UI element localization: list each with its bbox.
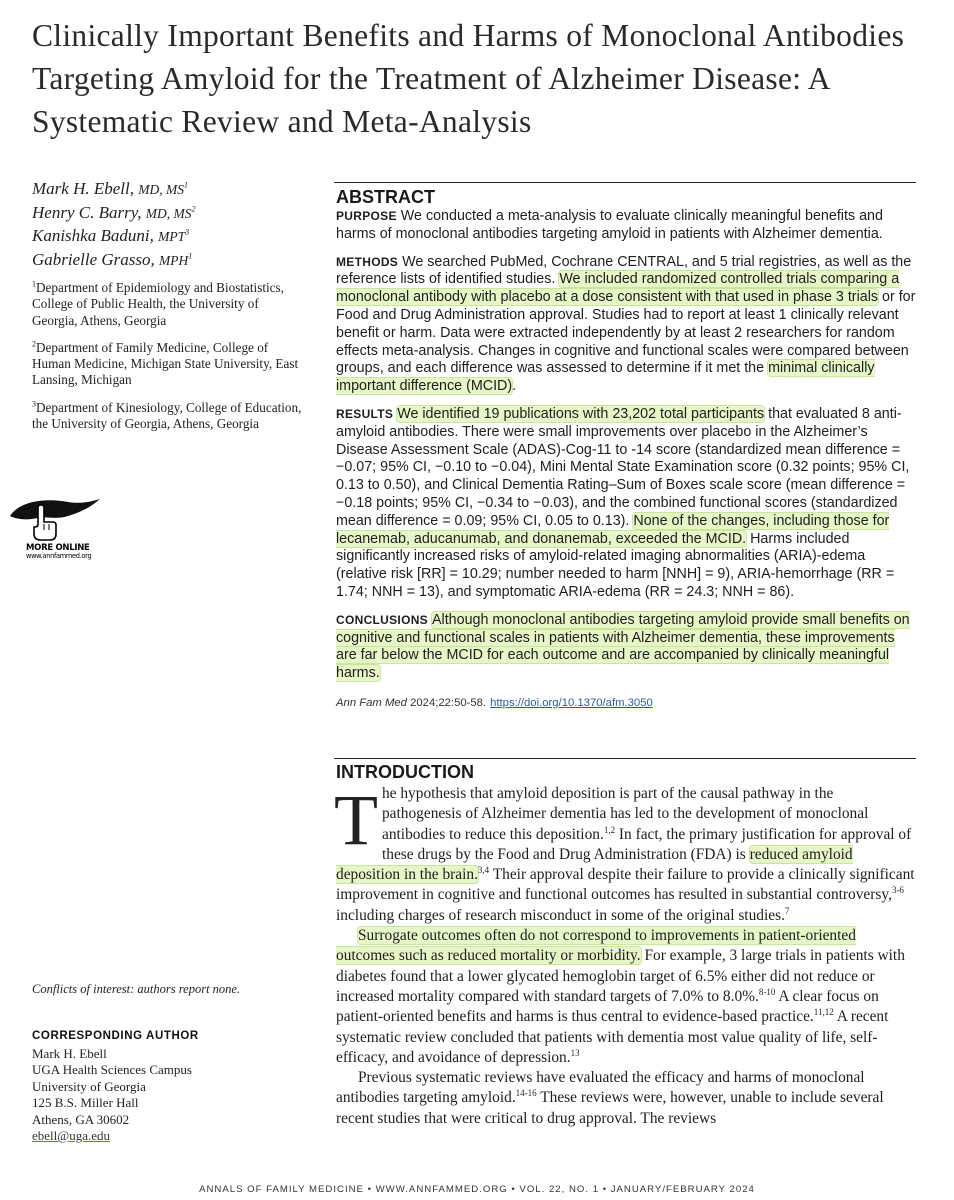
highlight: reduced amyloid deposition in the brain. bbox=[336, 845, 853, 884]
introduction-heading: INTRODUCTION bbox=[336, 762, 474, 782]
abstract-methods: METHODS We searched PubMed, Cochrane CENTRAL, and 5 trial registries, as well as the reference lists of identified studies. We included randomized controlled trials comparing a monoclonal antibody with placebo at a dose consistent with that used in phase 3 trials or for Food and Drug Administration approval. Studies had to report at least 1 clinically relevant benefit or harm. Data were extracted independently by at least 2 researchers for random effects meta-analysis. Changes in cognitive and functional scales were compared between groups, and each difference was assessed to determine if it met the minimal clinically important difference (MCID). bbox=[336, 253, 916, 395]
affiliation-2: $^2$Department of Family Medicine, College of Human Medicine, Michigan State University, East Lansing, Michigan bbox=[32, 339, 299, 388]
affiliation-1: $^1$Department of Epidemiology and Biostatistics, College of Public Health, the University of Georgia, Athens, Georgia bbox=[32, 279, 284, 328]
abstract-conclusions: CONCLUSIONS Although monoclonal antibodies targeting amyloid provide small benefits on cognitive and functional scales in patients with Alzheimer dementia, these improvements are far below the MCID for each outcome and are accompanied by clinically meaningful harms. bbox=[336, 611, 910, 682]
corr-address-4: Athens, GA 30602 bbox=[32, 1111, 130, 1127]
corr-address-1: UGA Health Sciences Campus bbox=[32, 1062, 192, 1078]
corr-address-2: University of Georgia bbox=[32, 1078, 146, 1094]
highlight: None of the changes, including those for lecanemab, aducanumab, and donanemab, exceeded the MCID. bbox=[336, 512, 890, 547]
corr-email-link[interactable]: ebell@uga.edu bbox=[32, 1128, 111, 1144]
abstract-divider bbox=[334, 182, 916, 183]
corr-address-3: 125 B.S. Miller Hall bbox=[32, 1095, 139, 1111]
highlight: Although monoclonal antibodies targeting amyloid provide small benefits on cognitive and functional scales in patients with Alzheimer dementia, these improvements are far below the MCID for each outcome and are accompanied by clinically meaningful harms. bbox=[336, 611, 910, 682]
intro-paragraph-1: The hypothesis that amyloid deposition is part of the causal pathway in the pathogenesis of Alzheimer dementia has led to the development of monoclonal antibodies to reduce this deposition.$^{1,2}$ In fact, the primary justification for approval of these drugs by the Food and Drug Administration (FDA) is reduced amyloid deposition in the brain.$^{3,4}$ Their approval despite their failure to provide a clinically significant improvement in cognitive and functional outcomes has resulted in substantial controversy,$^{3-6}$ including charges of research misconduct in some of the original studies.$^7$ bbox=[334, 780, 915, 924]
highlight: We included randomized controlled trials comparing a monoclonal antibody with placebo at a dose consistent with that used in phase 3 trials bbox=[336, 271, 900, 306]
highlight: Surrogate outcomes often do not correspond to improvements in patient-oriented outcomes such as reduced mortality or morbidity. bbox=[336, 927, 856, 965]
highlight: We identified 19 publications with 23,202 total participants bbox=[397, 405, 765, 422]
author-3: Kanishka Baduni, MPT$^3$ bbox=[32, 226, 190, 245]
intro-paragraph-3: Previous systematic reviews have evaluated the efficacy and harms of monoclonal antibodies targeting amyloid.$^{14-16}$ These reviews were, however, unable to include several recent studies that were critical to drug approval. The reviews bbox=[336, 1069, 884, 1127]
drop-cap: T bbox=[334, 780, 378, 860]
citation: Ann Fam Med 2024;22:50-58. https://doi.org/10.1370/afm.3050 bbox=[336, 696, 653, 709]
author-1: Mark H. Ebell, MD, $MS^1$ bbox=[32, 179, 188, 198]
author-4: Gabrielle Grasso, MPH$^1$ bbox=[32, 249, 193, 269]
abstract-purpose: PURPOSE We conducted a meta-analysis to evaluate clinically meaningful benefits and harms of monoclonal antibodies targeting amyloid in patients with Alzheimer dementia. bbox=[336, 208, 883, 242]
page-footer: ANNALS OF FAMILY MEDICINE • WWW.ANNFAMMED.ORG • VOL. 22, NO. 1 • JANUARY/FEBRUARY 2024 bbox=[199, 1184, 755, 1195]
intro-paragraph-2: Surrogate outcomes often do not correspond to improvements in patient-oriented outcomes such as reduced mortality or morbidity. For example, 3 large trials in patients with diabetes found that a lower glycated hemoglobin target of 6.5% either did not reduce or increased mortality compared with standard targets of 7.0% to 8.0%.$^{8-10}$ A clear focus on patient-oriented benefits and harms is thus central to evidence-based practice.$^{11,12}$ A recent systematic review concluded that patients with dementia most value quality of life, self-efficacy, and avoidance of depression.$^{13}$ bbox=[336, 927, 905, 1066]
corr-name: Mark H. Ebell bbox=[32, 1046, 107, 1061]
abstract-results: RESULTS We identified 19 publications with 23,202 total participants that evaluated 8 anti-amyloid antibodies. There were small improvements over placebo in the Alzheimer’s Disease Assessment Scale (ADAS)-Cog-11 to -14 score (standardized mean difference = −0.07; 95% CI, −0.10 to −0.04), Mini Mental State Examination score (0.32 points; 95% CI, 0.13 to 0.50), and Clinical Dementia Rating–Sum of Boxes scale score (mean difference = −0.18 points; 95% CI, −0.34 to −0.03), and the combined functional scores (standardized mean difference = 0.09; 95% CI, 0.05 to 0.13). None of the changes, including those for lecanemab, aducanumab, and donanemab, exceeded the MCID. Harms included significantly increased risks of amyloid-related imaging abnormalities (ARIA)-edema (relative risk [RR] = 10.29; number needed to harm [NNH] = 9), ARIA-hemorrhage (RR = 1.74; NNH = 13), and symptomatic ARIA-edema (RR = 24.3; NNH = 86). bbox=[336, 405, 910, 600]
abstract-heading: ABSTRACT bbox=[336, 187, 435, 207]
conflicts-statement: Conflicts of interest: authors report none. bbox=[32, 982, 241, 996]
author-2: Henry C. Barry, MD, $MS^2$ bbox=[32, 202, 196, 222]
more-online-url: www.annfammed.org bbox=[26, 552, 92, 560]
doi-link[interactable]: https://doi.org/10.1370/afm.3050 bbox=[490, 696, 653, 709]
affiliation-3: $^3$Department of Kinesiology, College of Education, the University of Georgia, Athens, Georgia bbox=[32, 399, 302, 432]
corresponding-author bbox=[32, 1030, 302, 1144]
introduction-section bbox=[336, 761, 916, 1129]
introduction-divider bbox=[334, 758, 916, 759]
affiliations bbox=[32, 280, 302, 432]
article-title: Clinically Important Benefits and Harms of Monoclonal Antibodies Targeting Amyloid for the Treatment of Alzheimer Disease: A Systematic Review and Meta-Analysis bbox=[32, 18, 905, 139]
mouse-pointer-hand-icon bbox=[8, 494, 108, 544]
corresponding-author-heading: CORRESPONDING AUTHOR bbox=[32, 1030, 199, 1042]
abstract-section bbox=[336, 186, 916, 709]
more-online-label: MORE ONLINE bbox=[26, 543, 90, 553]
author-column bbox=[32, 178, 302, 443]
more-online-badge[interactable] bbox=[8, 494, 108, 574]
highlight: minimal clinically important difference (MCID) bbox=[336, 360, 875, 395]
